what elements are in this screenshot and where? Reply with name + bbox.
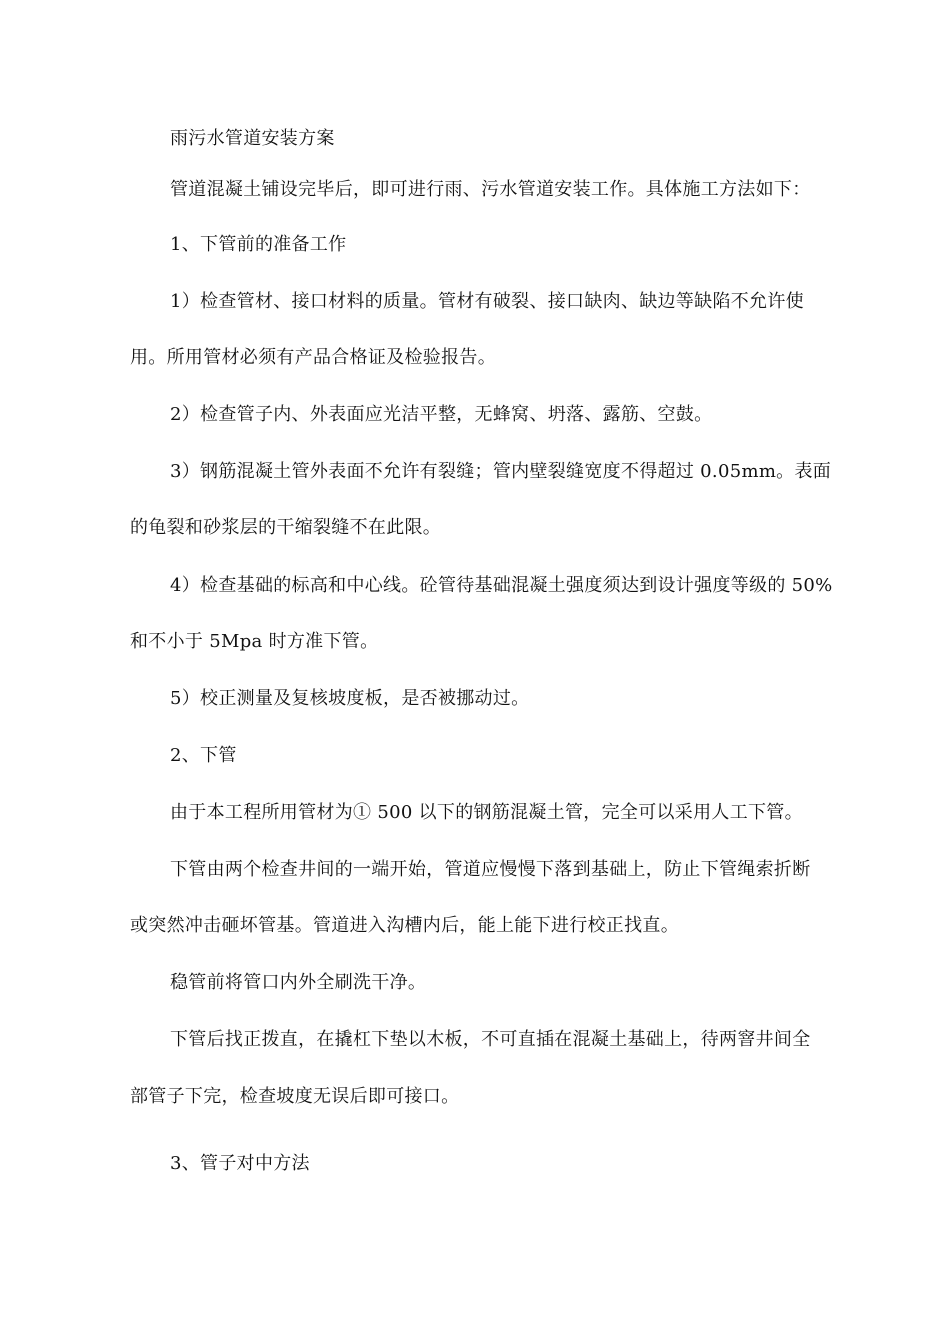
paragraph-line: 下管后找正拨直，在撬杠下垫以木板，不可直插在混凝土基础上，待两窨井间全 xyxy=(170,1029,811,1050)
section-heading: 2、下管 xyxy=(170,745,237,766)
document-title: 雨污水管道安装方案 xyxy=(170,128,335,149)
paragraph-line: 管道混凝土铺设完毕后，即可进行雨、污水管道安装工作。具体施工方法如下： xyxy=(170,179,811,200)
paragraph-line: 用。所用管材必须有产品合格证及检验报告。 xyxy=(130,347,496,368)
section-heading: 1、下管前的准备工作 xyxy=(170,234,347,255)
paragraph-line: 下管由两个检查井间的一端开始，管道应慢慢下落到基础上，防止下管绳索折断 xyxy=(170,859,811,880)
paragraph-line: 或突然冲击砸坏管基。管道进入沟槽内后，能上能下进行校正找直。 xyxy=(130,915,679,936)
paragraph-line: 和不小于 5Mpa 时方准下管。 xyxy=(130,631,379,652)
paragraph-line: 部管子下完，检查坡度无误后即可接口。 xyxy=(130,1086,460,1107)
paragraph-line: 3）钢筋混凝土管外表面不允许有裂缝；管内壁裂缝宽度不得超过 0.05mm。表面 xyxy=(170,461,832,482)
section-heading: 3、管子对中方法 xyxy=(170,1153,310,1174)
paragraph-line: 的龟裂和砂浆层的干缩裂缝不在此限。 xyxy=(130,517,442,538)
paragraph-line: 4）检查基础的标高和中心线。砼管待基础混凝土强度须达到设计强度等级的 50% xyxy=(170,575,833,596)
paragraph-line: 由于本工程所用管材为① 500 以下的钢筋混凝土管，完全可以采用人工下管。 xyxy=(170,802,803,823)
paragraph-line: 1）检查管材、接口材料的质量。管材有破裂、接口缺肉、缺边等缺陷不允许使 xyxy=(170,291,804,312)
paragraph-line: 5）校正测量及复核坡度板，是否被挪动过。 xyxy=(170,688,530,709)
paragraph-line: 稳管前将管口内外全刷洗干净。 xyxy=(170,972,427,993)
paragraph-line: 2）检查管子内、外表面应光洁平整，无蜂窝、坍落、露筋、空鼓。 xyxy=(170,404,713,425)
